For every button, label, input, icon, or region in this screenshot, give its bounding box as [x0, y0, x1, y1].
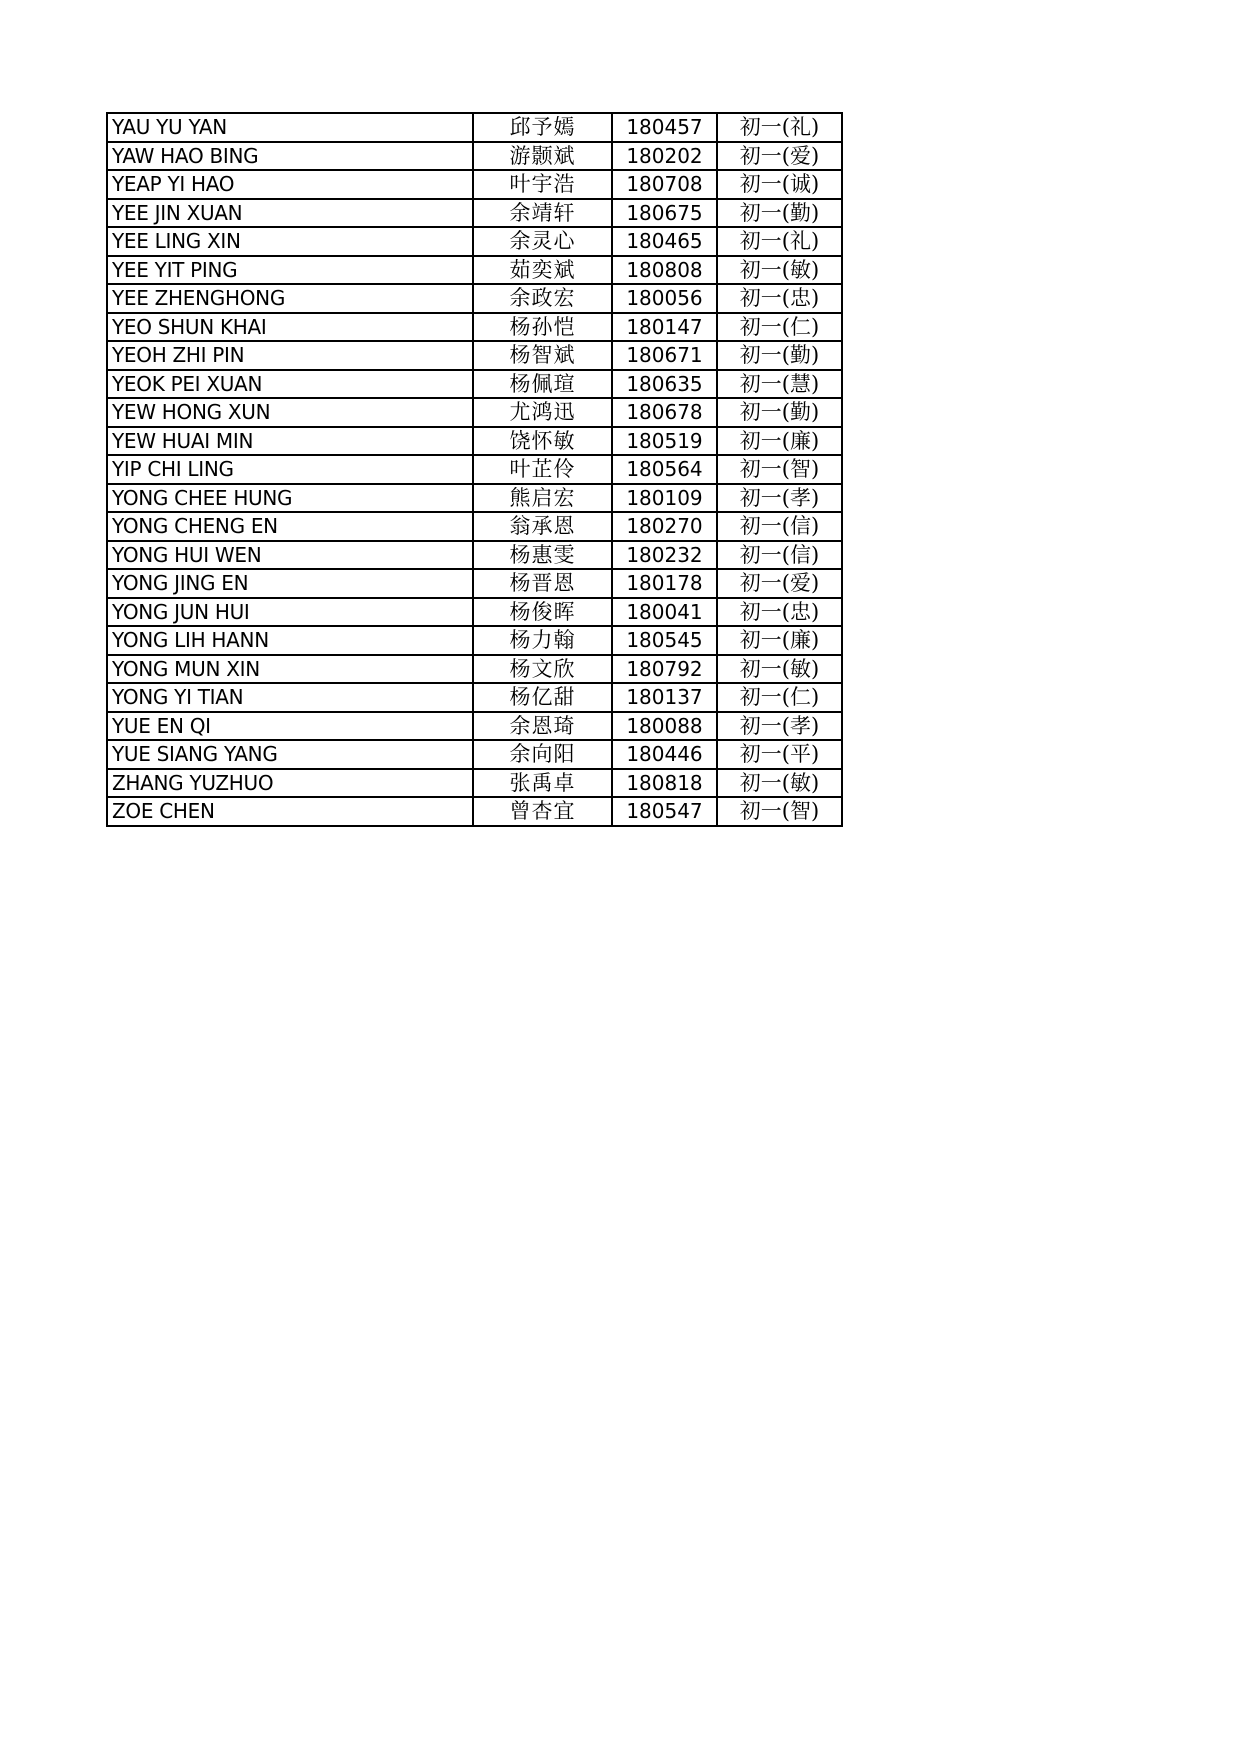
student-id-cell: 180202 — [612, 142, 717, 171]
table-row — [107, 626, 842, 655]
table-row — [107, 569, 842, 598]
class-cell: 初一(仁) — [717, 683, 842, 712]
chinese-name-cell: 余灵心 — [473, 227, 612, 256]
english-name-cell: YONG MUN XIN — [107, 655, 473, 684]
chinese-name-cell: 杨俊晖 — [473, 598, 612, 627]
class-cell: 初一(勤) — [717, 398, 842, 427]
student-id-cell: 180678 — [612, 398, 717, 427]
class-cell: 初一(诚) — [717, 170, 842, 199]
english-name-cell: YONG JUN HUI — [107, 598, 473, 627]
class-cell: 初一(廉) — [717, 427, 842, 456]
chinese-name-cell: 杨惠雯 — [473, 541, 612, 570]
class-cell: 初一(忠) — [717, 284, 842, 313]
student-list-body — [107, 113, 842, 826]
student-id-cell: 180818 — [612, 769, 717, 798]
table-row — [107, 341, 842, 370]
class-cell: 初一(智) — [717, 797, 842, 826]
class-cell: 初一(仁) — [717, 313, 842, 342]
student-id-cell: 180519 — [612, 427, 717, 456]
class-cell: 初一(礼) — [717, 113, 842, 142]
student-id-cell: 180808 — [612, 256, 717, 285]
chinese-name-cell: 杨佩瑄 — [473, 370, 612, 399]
chinese-name-cell: 余政宏 — [473, 284, 612, 313]
chinese-name-cell: 杨智斌 — [473, 341, 612, 370]
class-cell: 初一(信) — [717, 541, 842, 570]
class-cell: 初一(礼) — [717, 227, 842, 256]
english-name-cell: YUE EN QI — [107, 712, 473, 741]
student-id-cell: 180564 — [612, 455, 717, 484]
table-row — [107, 199, 842, 228]
chinese-name-cell: 曾杏宜 — [473, 797, 612, 826]
english-name-cell: YONG LIH HANN — [107, 626, 473, 655]
table-row — [107, 797, 842, 826]
table-row — [107, 484, 842, 513]
class-cell: 初一(信) — [717, 512, 842, 541]
chinese-name-cell: 余靖轩 — [473, 199, 612, 228]
english-name-cell: YEAP YI HAO — [107, 170, 473, 199]
table-row — [107, 427, 842, 456]
english-name-cell: YEOK PEI XUAN — [107, 370, 473, 399]
student-id-cell: 180792 — [612, 655, 717, 684]
english-name-cell: YAU YU YAN — [107, 113, 473, 142]
student-id-cell: 180147 — [612, 313, 717, 342]
class-cell: 初一(慧) — [717, 370, 842, 399]
student-id-cell: 180446 — [612, 740, 717, 769]
english-name-cell: ZOE CHEN — [107, 797, 473, 826]
class-cell: 初一(智) — [717, 455, 842, 484]
table-row — [107, 284, 842, 313]
english-name-cell: YEW HONG XUN — [107, 398, 473, 427]
chinese-name-cell: 叶芷伶 — [473, 455, 612, 484]
english-name-cell: YEOH ZHI PIN — [107, 341, 473, 370]
table-row — [107, 313, 842, 342]
chinese-name-cell: 杨晋恩 — [473, 569, 612, 598]
chinese-name-cell: 余恩琦 — [473, 712, 612, 741]
english-name-cell: YONG CHEE HUNG — [107, 484, 473, 513]
class-cell: 初一(孝) — [717, 484, 842, 513]
class-cell: 初一(爱) — [717, 569, 842, 598]
english-name-cell: YEE ZHENGHONG — [107, 284, 473, 313]
english-name-cell: YIP CHI LING — [107, 455, 473, 484]
class-cell: 初一(敏) — [717, 769, 842, 798]
table-row — [107, 769, 842, 798]
class-cell: 初一(敏) — [717, 655, 842, 684]
student-id-cell: 180675 — [612, 199, 717, 228]
table-row — [107, 655, 842, 684]
chinese-name-cell: 杨孙恺 — [473, 313, 612, 342]
chinese-name-cell: 茹奕斌 — [473, 256, 612, 285]
class-cell: 初一(廉) — [717, 626, 842, 655]
student-id-cell: 180178 — [612, 569, 717, 598]
student-id-cell: 180465 — [612, 227, 717, 256]
student-id-cell: 180547 — [612, 797, 717, 826]
student-id-cell: 180232 — [612, 541, 717, 570]
table-row — [107, 370, 842, 399]
student-id-cell: 180137 — [612, 683, 717, 712]
chinese-name-cell: 余向阳 — [473, 740, 612, 769]
table-row — [107, 398, 842, 427]
table-row — [107, 512, 842, 541]
student-id-cell: 180457 — [612, 113, 717, 142]
english-name-cell: YAW HAO BING — [107, 142, 473, 171]
table-row — [107, 598, 842, 627]
student-list-table — [106, 112, 843, 827]
english-name-cell: YEW HUAI MIN — [107, 427, 473, 456]
class-cell: 初一(爱) — [717, 142, 842, 171]
table-row — [107, 256, 842, 285]
table-row — [107, 170, 842, 199]
chinese-name-cell: 邱予嫣 — [473, 113, 612, 142]
english-name-cell: YONG JING EN — [107, 569, 473, 598]
student-id-cell: 180708 — [612, 170, 717, 199]
chinese-name-cell: 游颢斌 — [473, 142, 612, 171]
table-row — [107, 683, 842, 712]
english-name-cell: YEE YIT PING — [107, 256, 473, 285]
english-name-cell: YONG HUI WEN — [107, 541, 473, 570]
english-name-cell: YONG YI TIAN — [107, 683, 473, 712]
class-cell: 初一(忠) — [717, 598, 842, 627]
chinese-name-cell: 张禹卓 — [473, 769, 612, 798]
student-id-cell: 180088 — [612, 712, 717, 741]
chinese-name-cell: 尤鸿迅 — [473, 398, 612, 427]
table-row — [107, 227, 842, 256]
student-id-cell: 180270 — [612, 512, 717, 541]
english-name-cell: YEO SHUN KHAI — [107, 313, 473, 342]
chinese-name-cell: 熊启宏 — [473, 484, 612, 513]
chinese-name-cell: 翁承恩 — [473, 512, 612, 541]
class-cell: 初一(勤) — [717, 341, 842, 370]
table-row — [107, 113, 842, 142]
class-cell: 初一(平) — [717, 740, 842, 769]
table-row — [107, 455, 842, 484]
table-row — [107, 541, 842, 570]
student-id-cell: 180056 — [612, 284, 717, 313]
student-id-cell: 180671 — [612, 341, 717, 370]
english-name-cell: YONG CHENG EN — [107, 512, 473, 541]
student-id-cell: 180041 — [612, 598, 717, 627]
student-id-cell: 180545 — [612, 626, 717, 655]
student-id-cell: 180635 — [612, 370, 717, 399]
class-cell: 初一(敏) — [717, 256, 842, 285]
english-name-cell: YUE SIANG YANG — [107, 740, 473, 769]
chinese-name-cell: 杨力翰 — [473, 626, 612, 655]
table-row — [107, 712, 842, 741]
table-row — [107, 142, 842, 171]
english-name-cell: YEE LING XIN — [107, 227, 473, 256]
chinese-name-cell: 叶宇浩 — [473, 170, 612, 199]
chinese-name-cell: 饶怀敏 — [473, 427, 612, 456]
english-name-cell: ZHANG YUZHUO — [107, 769, 473, 798]
table-row — [107, 740, 842, 769]
student-id-cell: 180109 — [612, 484, 717, 513]
english-name-cell: YEE JIN XUAN — [107, 199, 473, 228]
class-cell: 初一(勤) — [717, 199, 842, 228]
chinese-name-cell: 杨文欣 — [473, 655, 612, 684]
chinese-name-cell: 杨亿甜 — [473, 683, 612, 712]
class-cell: 初一(孝) — [717, 712, 842, 741]
